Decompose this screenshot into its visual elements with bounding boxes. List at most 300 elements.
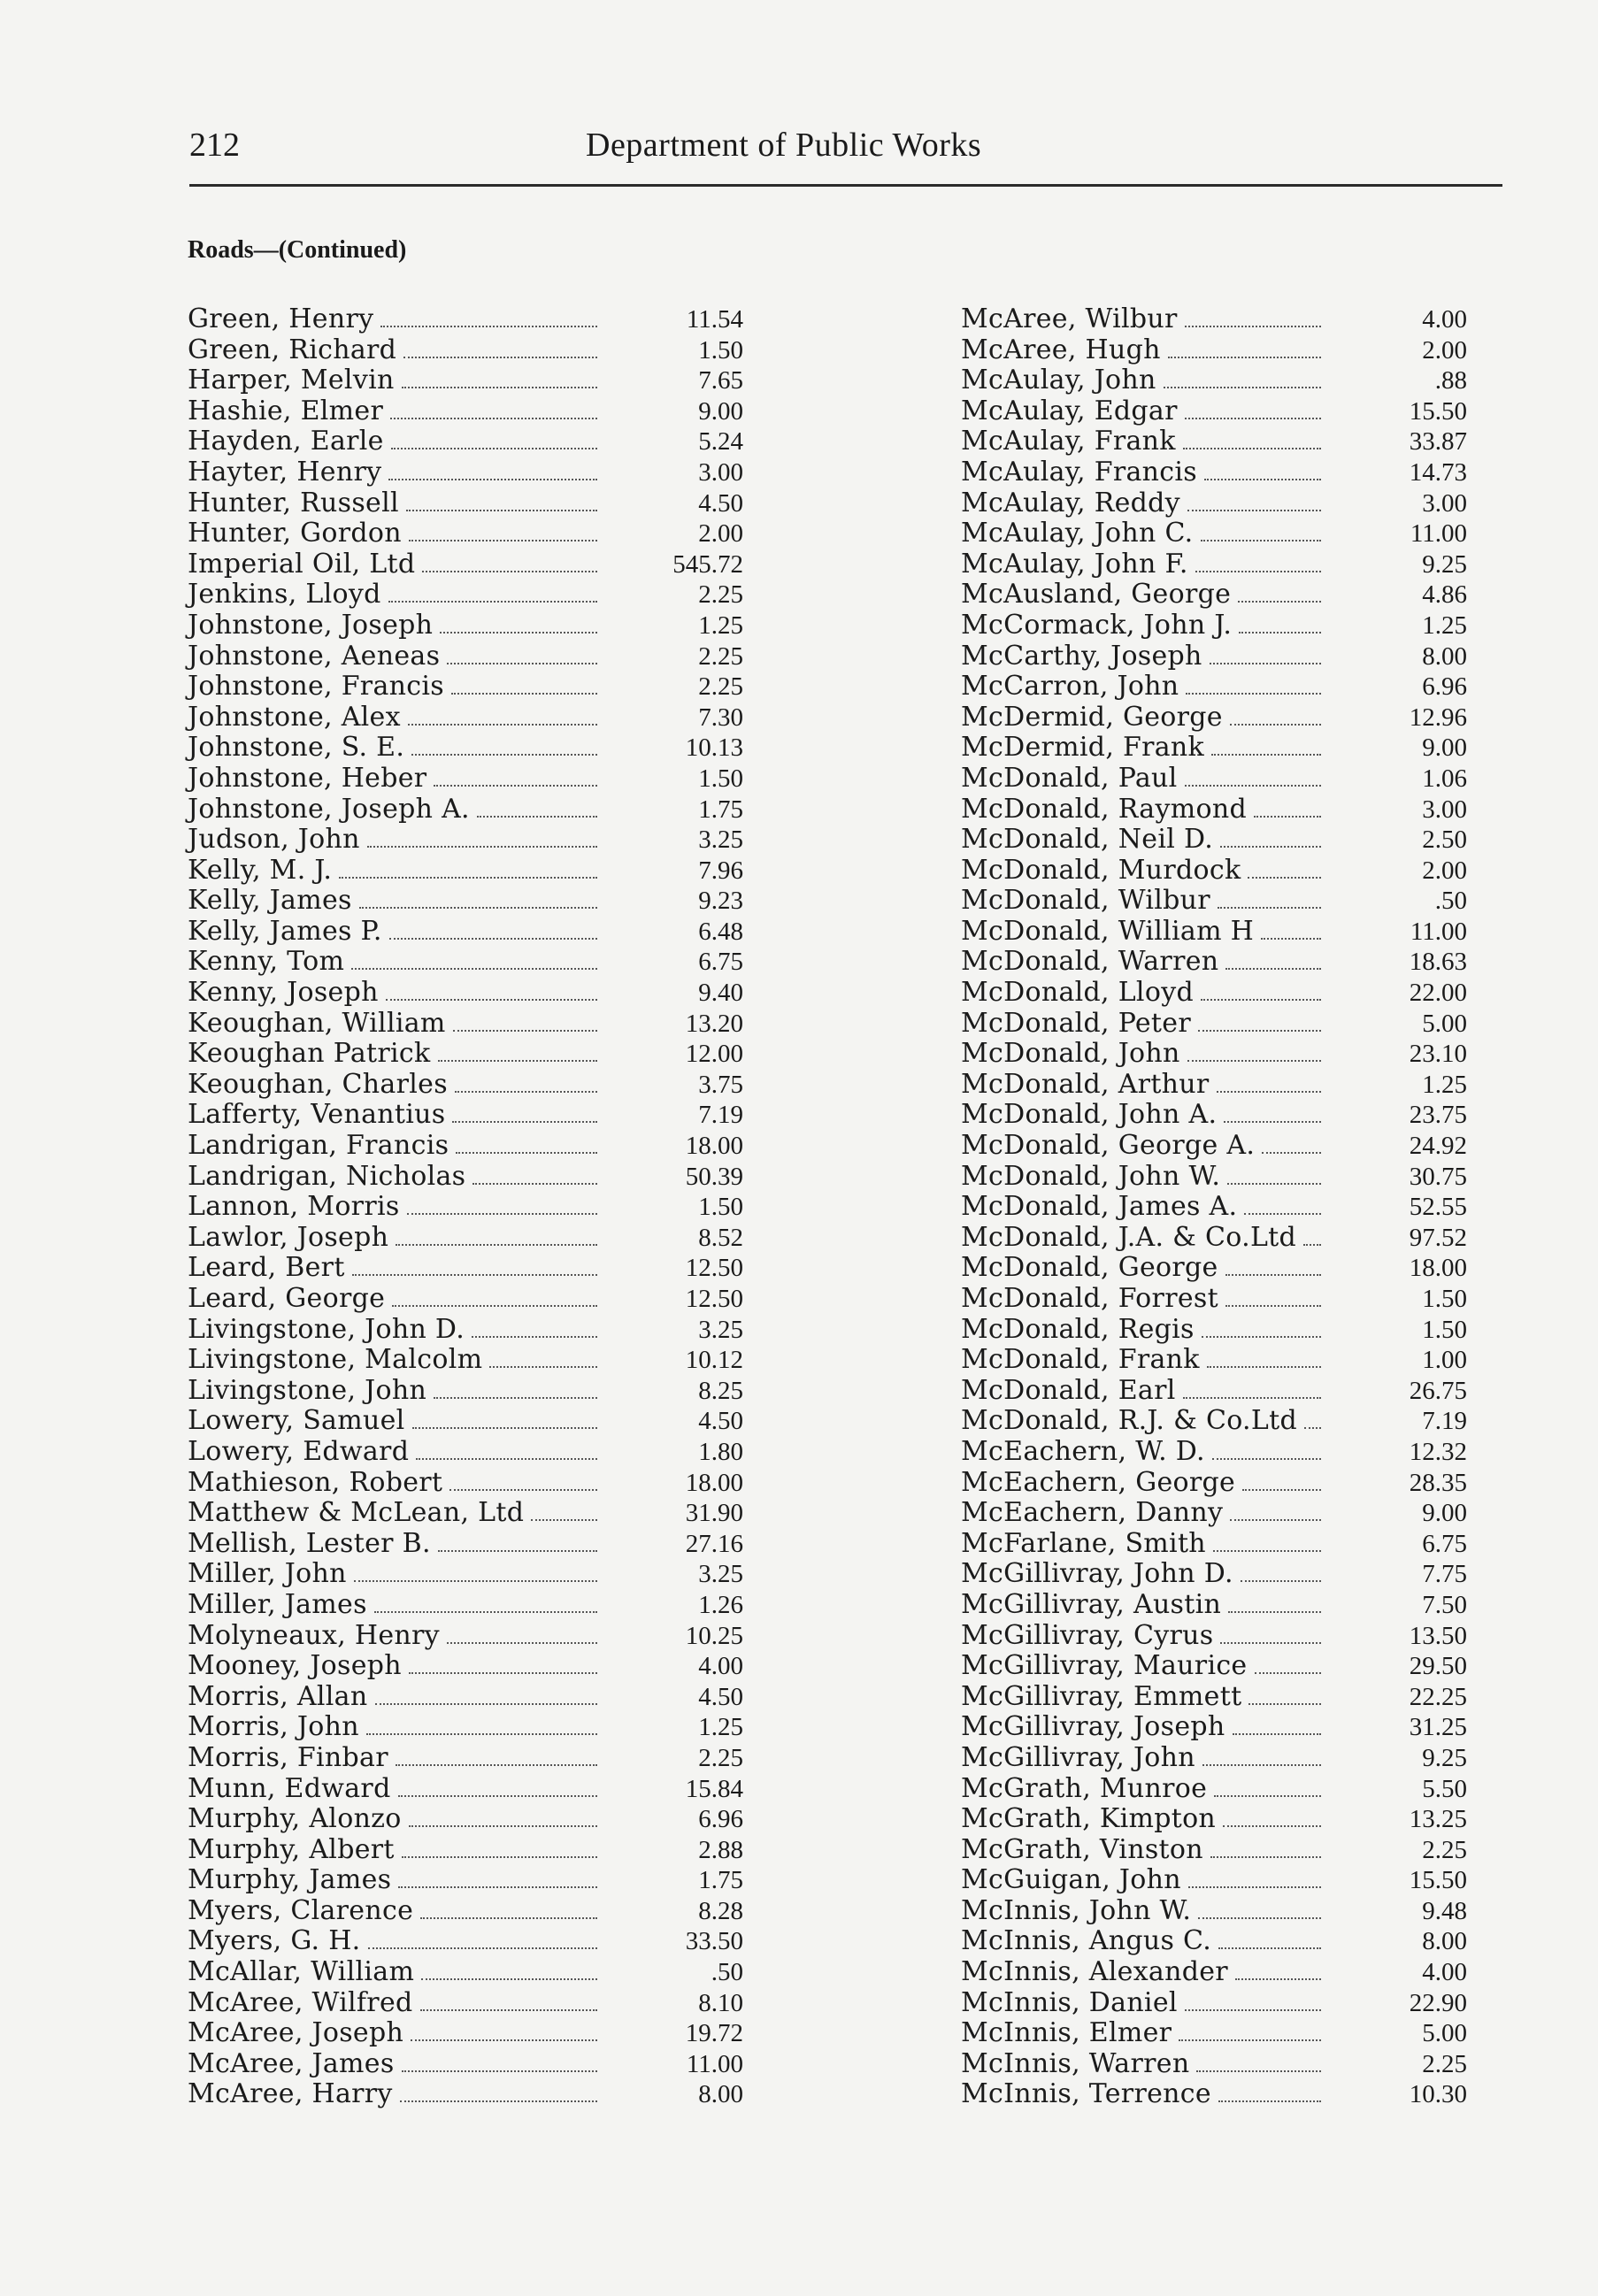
payee-name: McGillivray, Austin bbox=[961, 1588, 1222, 1620]
payee-name: McDonald, Raymond bbox=[961, 793, 1247, 825]
list-item bbox=[188, 1590, 743, 1621]
leader-dots bbox=[447, 1642, 597, 1644]
payment-amount: 5.00 bbox=[1422, 2019, 1467, 2048]
payee-name: Keoughan, Charles bbox=[188, 1068, 448, 1100]
payee-name: McAllar, William bbox=[188, 1956, 415, 1988]
list-item bbox=[188, 1223, 743, 1254]
list-item bbox=[961, 1131, 1467, 1162]
leader-dots bbox=[1202, 1336, 1321, 1338]
leader-dots bbox=[400, 2100, 597, 2102]
payment-amount: 8.52 bbox=[698, 1223, 743, 1252]
list-item bbox=[961, 1988, 1467, 2019]
payee-name: McDonald, Arthur bbox=[961, 1068, 1210, 1100]
payee-name: Myers, Clarence bbox=[188, 1894, 414, 1926]
payee-name: Miller, James bbox=[188, 1588, 367, 1620]
payee-name: Molyneaux, Henry bbox=[188, 1619, 440, 1651]
payment-amount: 50.39 bbox=[685, 1162, 743, 1191]
payment-amount: 12.50 bbox=[685, 1254, 743, 1283]
leader-dots bbox=[1230, 1519, 1321, 1521]
leader-dots bbox=[352, 1274, 597, 1276]
payment-amount: 4.50 bbox=[698, 1682, 743, 1711]
payment-amount: 2.00 bbox=[698, 519, 743, 549]
payee-name: McDonald, Neil D. bbox=[961, 824, 1214, 856]
list-item bbox=[188, 1376, 743, 1407]
leader-dots bbox=[453, 1030, 597, 1032]
leader-dots bbox=[339, 877, 597, 879]
list-item bbox=[961, 703, 1467, 733]
list-item bbox=[188, 1131, 743, 1162]
payee-name: McAree, Wilbur bbox=[961, 303, 1178, 334]
list-item bbox=[188, 1621, 743, 1652]
list-item bbox=[188, 1926, 743, 1957]
payee-name: Morris, John bbox=[188, 1711, 359, 1743]
list-item bbox=[188, 1345, 743, 1376]
leader-dots bbox=[374, 1611, 597, 1613]
leader-dots bbox=[1185, 326, 1321, 327]
payment-amount: 2.25 bbox=[698, 1743, 743, 1772]
payee-name: McDermid, George bbox=[961, 701, 1223, 733]
list-item bbox=[188, 580, 743, 610]
list-item bbox=[961, 580, 1467, 610]
list-item bbox=[188, 1253, 743, 1284]
payment-amount: 7.96 bbox=[698, 856, 743, 885]
payee-name: Hashie, Elmer bbox=[188, 395, 384, 426]
payment-amount: 1.50 bbox=[698, 335, 743, 365]
leader-dots bbox=[1186, 693, 1321, 695]
payee-name: Murphy, James bbox=[188, 1864, 392, 1896]
list-item bbox=[188, 1100, 743, 1131]
leader-dots bbox=[438, 1060, 597, 1062]
list-item bbox=[188, 1743, 743, 1774]
list-item bbox=[961, 1100, 1467, 1131]
payee-name: Johnstone, Aeneas bbox=[188, 640, 441, 672]
leader-dots bbox=[396, 1764, 597, 1766]
payment-amount: 4.86 bbox=[1422, 580, 1467, 610]
payment-amount: 7.30 bbox=[698, 703, 743, 732]
payee-name: McAree, Wilfred bbox=[188, 1986, 413, 2018]
list-item bbox=[961, 1926, 1467, 1957]
payee-name: Myers, G. H. bbox=[188, 1925, 361, 1957]
payee-name: McDonald, Forrest bbox=[961, 1283, 1218, 1314]
leader-dots bbox=[1188, 1886, 1321, 1888]
payee-name: McDonald, George bbox=[961, 1252, 1218, 1284]
payment-amount: 9.23 bbox=[698, 887, 743, 916]
page-header bbox=[189, 122, 1502, 187]
payee-name: McCarron, John bbox=[961, 671, 1179, 703]
list-item bbox=[188, 1774, 743, 1805]
payment-amount: 7.19 bbox=[1422, 1407, 1467, 1436]
list-item bbox=[961, 396, 1467, 427]
payment-amount: 5.00 bbox=[1422, 1009, 1467, 1038]
leader-dots bbox=[409, 1825, 597, 1827]
list-item bbox=[961, 886, 1467, 917]
payment-amount: 3.00 bbox=[1422, 488, 1467, 518]
payment-amount: 9.25 bbox=[1422, 549, 1467, 579]
leader-dots bbox=[391, 448, 597, 449]
leader-dots bbox=[1185, 2009, 1321, 2011]
list-item bbox=[961, 335, 1467, 366]
payee-name: McGillivray, Joseph bbox=[961, 1711, 1225, 1743]
payee-name: McInnis, Elmer bbox=[961, 2017, 1172, 2049]
list-item bbox=[188, 335, 743, 366]
payment-amount: 7.50 bbox=[1422, 1590, 1467, 1619]
leader-dots bbox=[1235, 1978, 1321, 1980]
leader-dots bbox=[1201, 540, 1321, 541]
leader-dots bbox=[472, 1336, 597, 1338]
leader-dots bbox=[1204, 479, 1321, 480]
leader-dots bbox=[1198, 1030, 1321, 1032]
payment-amount: 1.50 bbox=[1422, 1315, 1467, 1344]
leader-dots bbox=[1223, 1825, 1321, 1827]
payment-amount: 9.40 bbox=[698, 979, 743, 1008]
list-item bbox=[961, 610, 1467, 641]
payment-amount: 1.26 bbox=[698, 1590, 743, 1619]
list-item bbox=[961, 1896, 1467, 1927]
payment-amount: 3.00 bbox=[1422, 795, 1467, 824]
payee-name: Hunter, Russell bbox=[188, 487, 399, 518]
list-item bbox=[961, 795, 1467, 825]
payment-amount: 15.84 bbox=[685, 1774, 743, 1803]
payee-name: McFarlane, Smith bbox=[961, 1527, 1206, 1559]
payee-name: McDonald, James A. bbox=[961, 1191, 1238, 1223]
leader-dots bbox=[386, 999, 597, 1001]
list-item bbox=[961, 1437, 1467, 1468]
leader-dots bbox=[402, 2070, 597, 2072]
payment-amount: 28.35 bbox=[1409, 1468, 1467, 1497]
leader-dots bbox=[455, 1091, 597, 1093]
leader-dots bbox=[375, 1703, 598, 1705]
list-item bbox=[961, 1039, 1467, 1070]
payee-name: McAulay, Francis bbox=[961, 456, 1197, 488]
payee-name: McDonald, Murdock bbox=[961, 854, 1241, 886]
payee-name: Morris, Finbar bbox=[188, 1741, 388, 1773]
leader-dots bbox=[392, 1305, 597, 1307]
payee-name: Johnstone, S. E. bbox=[188, 732, 405, 764]
list-item bbox=[961, 1498, 1467, 1529]
list-item bbox=[188, 488, 743, 519]
payee-name: McInnis, Terrence bbox=[961, 2078, 1211, 2110]
list-item bbox=[188, 1559, 743, 1590]
payee-name: Kenny, Joseph bbox=[188, 977, 379, 1009]
payee-name: McAree, Hugh bbox=[961, 334, 1161, 365]
leader-dots bbox=[472, 1183, 597, 1185]
payee-name: Matthew & McLean, Ltd bbox=[188, 1497, 525, 1529]
leader-dots bbox=[390, 418, 597, 419]
payment-amount: 1.75 bbox=[698, 795, 743, 824]
leader-dots bbox=[409, 540, 597, 541]
payee-name: Lowery, Samuel bbox=[188, 1405, 405, 1437]
list-item bbox=[961, 1162, 1467, 1193]
leader-dots bbox=[403, 357, 597, 358]
leader-dots bbox=[421, 1978, 597, 1980]
leader-dots bbox=[1261, 938, 1321, 940]
payment-amount: 29.50 bbox=[1409, 1652, 1467, 1681]
payment-amount: 22.00 bbox=[1409, 979, 1467, 1008]
leader-dots bbox=[1195, 571, 1321, 572]
leader-dots bbox=[1214, 1795, 1321, 1797]
leader-dots bbox=[367, 846, 597, 848]
payee-name: McGrath, Kimpton bbox=[961, 1803, 1217, 1835]
payee-name: McGillivray, Emmett bbox=[961, 1680, 1242, 1712]
payment-amount: 3.25 bbox=[698, 1315, 743, 1344]
payment-amount: 7.65 bbox=[698, 366, 743, 395]
payment-amount: 2.25 bbox=[1422, 2049, 1467, 2078]
list-item bbox=[188, 365, 743, 396]
leader-dots bbox=[411, 754, 597, 756]
list-item bbox=[188, 856, 743, 887]
leader-dots bbox=[389, 938, 597, 940]
payment-amount: 12.50 bbox=[685, 1285, 743, 1313]
payment-amount: 18.63 bbox=[1409, 948, 1467, 977]
payment-amount: 13.50 bbox=[1409, 1621, 1467, 1650]
leader-dots bbox=[1262, 1152, 1321, 1154]
payee-name: McGrath, Munroe bbox=[961, 1772, 1208, 1804]
leader-dots bbox=[354, 1580, 597, 1582]
payment-amount: 4.00 bbox=[1422, 305, 1467, 334]
payee-name: Johnstone, Joseph bbox=[188, 609, 434, 641]
payment-amount: 1.25 bbox=[1422, 1070, 1467, 1099]
leader-dots bbox=[407, 1213, 597, 1215]
leader-dots bbox=[1218, 2100, 1321, 2102]
payee-name: McAulay, John F. bbox=[961, 548, 1188, 580]
payment-amount: 1.80 bbox=[698, 1437, 743, 1466]
payment-amount: 33.87 bbox=[1409, 427, 1467, 457]
leader-dots bbox=[440, 632, 597, 634]
leader-dots bbox=[456, 1152, 597, 1154]
list-item bbox=[188, 304, 743, 335]
payment-amount: .88 bbox=[1434, 366, 1467, 395]
payee-name: Hayter, Henry bbox=[188, 456, 382, 488]
payee-name: McAree, Harry bbox=[188, 2078, 393, 2110]
payment-amount: 1.25 bbox=[698, 610, 743, 640]
payee-name: McGillivray, Maurice bbox=[961, 1650, 1248, 1682]
payment-amount: 52.55 bbox=[1409, 1193, 1467, 1222]
payee-name: McInnis, John W. bbox=[961, 1894, 1192, 1926]
leader-dots bbox=[1255, 1672, 1322, 1674]
payment-amount: 10.12 bbox=[685, 1346, 743, 1375]
payment-amount: 1.50 bbox=[1422, 1285, 1467, 1313]
leader-dots bbox=[408, 724, 597, 726]
payment-amount: 12.96 bbox=[1409, 703, 1467, 732]
payee-name: Imperial Oil, Ltd bbox=[188, 548, 416, 580]
leader-dots bbox=[402, 1856, 597, 1858]
payment-amount: 30.75 bbox=[1409, 1162, 1467, 1191]
leader-dots bbox=[1230, 724, 1321, 726]
list-item bbox=[188, 1192, 743, 1223]
payment-amount: 2.00 bbox=[1422, 856, 1467, 885]
payment-amount: 11.54 bbox=[686, 305, 743, 334]
list-item bbox=[961, 1223, 1467, 1254]
payee-name: McDonald, Lloyd bbox=[961, 977, 1194, 1009]
payment-amount: 31.25 bbox=[1409, 1713, 1467, 1742]
list-item bbox=[188, 1682, 743, 1713]
payment-amount: 9.25 bbox=[1422, 1743, 1467, 1772]
list-item bbox=[188, 1039, 743, 1070]
payment-amount: 1.25 bbox=[1422, 610, 1467, 640]
leader-dots bbox=[531, 1519, 597, 1521]
leader-dots bbox=[434, 785, 597, 787]
list-item bbox=[188, 1835, 743, 1866]
leader-dots bbox=[1179, 2039, 1321, 2041]
payment-amount: 8.25 bbox=[698, 1376, 743, 1405]
list-item bbox=[188, 2049, 743, 2080]
payee-name: Leard, George bbox=[188, 1283, 386, 1314]
list-item bbox=[188, 1651, 743, 1682]
list-item bbox=[188, 1896, 743, 1927]
list-item bbox=[188, 1468, 743, 1499]
payee-name: McDonald, John A. bbox=[961, 1099, 1218, 1131]
leader-dots bbox=[1185, 785, 1321, 787]
list-item bbox=[961, 1682, 1467, 1713]
payee-name: Kenny, Tom bbox=[188, 946, 345, 978]
list-item bbox=[961, 947, 1467, 978]
payee-name: McInnis, Angus C. bbox=[961, 1925, 1212, 1957]
leader-dots bbox=[1220, 1642, 1321, 1644]
leader-dots bbox=[489, 1366, 597, 1368]
payment-amount: 6.96 bbox=[1422, 672, 1467, 702]
payee-name: McDermid, Frank bbox=[961, 732, 1205, 764]
list-item bbox=[961, 457, 1467, 488]
payee-name: McEachern, W. D. bbox=[961, 1435, 1205, 1467]
payment-amount: 2.00 bbox=[1422, 335, 1467, 365]
payment-amount: 5.24 bbox=[698, 427, 743, 457]
payment-amount: 23.10 bbox=[1409, 1040, 1467, 1069]
payee-name: McDonald, William H bbox=[961, 915, 1255, 947]
payee-name: Harper, Melvin bbox=[188, 365, 395, 396]
list-item bbox=[188, 1498, 743, 1529]
payee-name: McInnis, Alexander bbox=[961, 1956, 1228, 1988]
payment-amount: 12.32 bbox=[1409, 1437, 1467, 1466]
leader-dots bbox=[1244, 1213, 1321, 1215]
payee-name: Kelly, M. J. bbox=[188, 854, 333, 886]
list-item bbox=[188, 703, 743, 733]
leader-dots bbox=[420, 2009, 597, 2011]
payment-amount: 7.75 bbox=[1422, 1560, 1467, 1589]
leader-dots bbox=[1254, 816, 1321, 818]
list-item bbox=[188, 1009, 743, 1040]
leader-dots bbox=[368, 1947, 598, 1949]
payment-amount: 27.16 bbox=[685, 1529, 743, 1558]
leader-dots bbox=[412, 1427, 597, 1429]
leader-dots bbox=[1218, 907, 1321, 909]
list-item bbox=[961, 978, 1467, 1009]
list-item bbox=[188, 672, 743, 703]
list-item bbox=[188, 795, 743, 825]
leader-dots bbox=[1187, 1060, 1321, 1062]
list-item bbox=[961, 1651, 1467, 1682]
leader-dots bbox=[1304, 1427, 1321, 1429]
leader-dots bbox=[1233, 1733, 1321, 1735]
payment-amount: 13.20 bbox=[685, 1009, 743, 1038]
list-item bbox=[188, 1406, 743, 1437]
payee-name: Green, Henry bbox=[188, 303, 374, 334]
list-item bbox=[188, 1529, 743, 1560]
payment-amount: 10.30 bbox=[1409, 2080, 1467, 2109]
payee-name: McCarthy, Joseph bbox=[961, 640, 1202, 672]
payment-amount: 13.25 bbox=[1409, 1805, 1467, 1834]
list-item bbox=[188, 641, 743, 672]
payee-name: Munn, Edward bbox=[188, 1772, 391, 1804]
leader-dots bbox=[416, 1458, 597, 1460]
list-item bbox=[188, 457, 743, 488]
payee-name: McAulay, John bbox=[961, 365, 1156, 396]
list-item bbox=[188, 426, 743, 457]
leader-dots bbox=[398, 1795, 597, 1797]
payment-amount: 12.00 bbox=[685, 1040, 743, 1069]
payment-amount: 8.00 bbox=[1422, 641, 1467, 671]
list-item bbox=[961, 733, 1467, 764]
list-item bbox=[961, 1835, 1467, 1866]
payment-amount: 1.06 bbox=[1422, 764, 1467, 793]
payment-amount: 4.50 bbox=[698, 488, 743, 518]
leader-dots bbox=[422, 571, 597, 572]
payee-name: Landrigan, Francis bbox=[188, 1130, 449, 1162]
list-item bbox=[188, 1988, 743, 2019]
payee-name: Lowery, Edward bbox=[188, 1435, 410, 1467]
payment-amount: 4.00 bbox=[698, 1652, 743, 1681]
leader-dots bbox=[380, 326, 597, 327]
payment-amount: 10.13 bbox=[685, 733, 743, 763]
payee-name: Landrigan, Nicholas bbox=[188, 1160, 466, 1192]
payee-name: Mathieson, Robert bbox=[188, 1466, 443, 1498]
payee-name: Leard, Bert bbox=[188, 1252, 345, 1284]
payee-name: McAree, Joseph bbox=[188, 2017, 404, 2049]
leader-dots bbox=[1211, 754, 1321, 756]
payee-name: Jenkins, Lloyd bbox=[188, 579, 381, 610]
payee-name: McInnis, Daniel bbox=[961, 1986, 1178, 2018]
leader-dots bbox=[1212, 1458, 1321, 1460]
list-item bbox=[961, 1743, 1467, 1774]
leader-dots bbox=[388, 601, 597, 603]
leader-dots bbox=[406, 510, 597, 511]
leader-dots bbox=[1228, 1611, 1321, 1613]
payee-name: Green, Richard bbox=[188, 334, 397, 365]
payment-amount: .50 bbox=[711, 1958, 743, 1987]
payment-amount: 22.25 bbox=[1409, 1682, 1467, 1711]
payment-amount: 9.00 bbox=[1422, 733, 1467, 763]
payment-amount: 1.00 bbox=[1422, 1346, 1467, 1375]
list-item bbox=[188, 1437, 743, 1468]
leader-dots bbox=[1239, 632, 1321, 634]
payment-amount: 9.00 bbox=[698, 396, 743, 426]
payee-name: McDonald, R.J. & Co.Ltd bbox=[961, 1405, 1297, 1437]
list-item bbox=[961, 365, 1467, 396]
payee-name: Mellish, Lester B. bbox=[188, 1527, 431, 1559]
payment-amount: 19.72 bbox=[685, 2019, 743, 2048]
payee-name: Kelly, James bbox=[188, 885, 352, 917]
list-item bbox=[188, 1957, 743, 1988]
payee-name: McAulay, Frank bbox=[961, 426, 1176, 457]
leader-dots bbox=[398, 1886, 597, 1888]
payee-name: McDonald, Warren bbox=[961, 946, 1219, 978]
payee-name: Morris, Allan bbox=[188, 1680, 368, 1712]
leader-dots bbox=[1238, 601, 1321, 603]
list-item bbox=[188, 1284, 743, 1315]
payee-name: McDonald, Regis bbox=[961, 1313, 1195, 1345]
page-title: Department of Public Works bbox=[586, 127, 982, 164]
list-item bbox=[188, 947, 743, 978]
leader-dots bbox=[1218, 1947, 1321, 1949]
payee-name: McGrath, Vinston bbox=[961, 1833, 1203, 1865]
payee-name: McDonald, Frank bbox=[961, 1344, 1200, 1376]
leader-dots bbox=[411, 2039, 597, 2041]
payment-amount: 11.00 bbox=[686, 2049, 743, 2078]
payment-amount: 18.00 bbox=[685, 1468, 743, 1497]
payment-amount: 4.50 bbox=[698, 1407, 743, 1436]
payment-amount: 8.00 bbox=[1422, 1927, 1467, 1956]
leader-dots bbox=[359, 907, 597, 909]
leader-dots bbox=[451, 693, 597, 695]
